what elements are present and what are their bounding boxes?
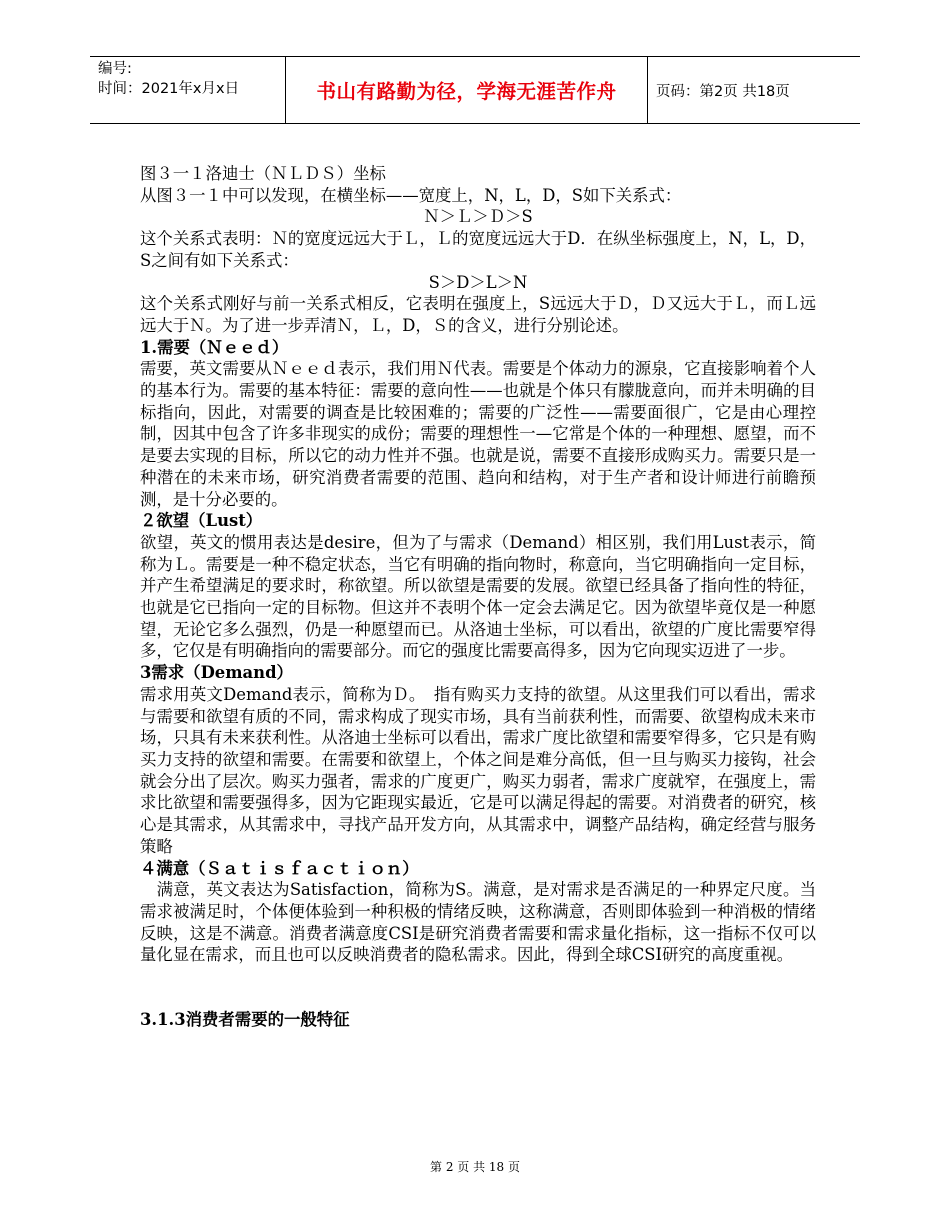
paragraph-lust: 欲望，英文的惯用表达是desire，但为了与需求（Demand）相区别，我们用Lust表示，简称为Ｌ。需要是一种不稳定状态，当它有明确的指向物时，称意向，当它明确指向一定目标，并产生希望满足的要求时，称欲望。所以欲望是需要的发展。欲望已经具备了指向性的特征，也就是它已指向一定的目标物。但这并不表明个体一定会去满足它。因为欲望毕竟仅是一种愿望，无论它多么强烈，仍是一种愿望而已。从洛迪士坐标，可以看出，欲望的广度比需要窄得多，它仅是有明确指向的需要部分。而它的强度比需要高得多，因为它向现实迈进了一步。 xyxy=(140,532,816,661)
heading-lust: ２欲望（Lust） xyxy=(140,511,263,531)
page-header xyxy=(90,56,860,124)
document-date: 时间：2021年x月x日 xyxy=(98,81,240,97)
figure-caption: 图３一１洛迪士（ＮＬＤＳ）坐标 xyxy=(140,164,386,183)
relation-width: Ｎ＞Ｌ＞Ｄ＞S xyxy=(423,207,533,227)
document-number-label: 编号: xyxy=(98,61,132,77)
spacer xyxy=(140,966,816,1009)
header-motto: 书山有路勤为径，学海无涯苦作舟 xyxy=(286,57,648,123)
paragraph-satisfaction: 满意，英文表达为Satisfaction，简称为S。满意，是对需求是否满足的一种界定尺度。当需求被满足时，个体便体验到一种积极的情绪反映，这称满意，否则即体验到一种消极的情绪反映，这是不满意。消费者满意度CSI是研究消费者需要和需求量化指标，这一指标不仅可以量化显在需求，而且也可以反映消费者的隐私需求。因此，得到全球CSI研究的高度重视。 xyxy=(140,880,816,965)
intro-paragraph: 从图３一１中可以发现，在横坐标——宽度上，N，L，D，S如下关系式： xyxy=(140,185,682,205)
heading-satisfaction: ４满意（Ｓａｔｉｓｆａｃｔｉｏｎ） xyxy=(140,858,419,878)
heading-need: 1.需要（Ｎｅｅｄ） xyxy=(140,337,289,357)
heading-demand: 3需求（Demand） xyxy=(140,663,293,683)
header-meta xyxy=(90,57,286,123)
header-page-info: 页码：第2页 共18页 xyxy=(656,83,790,100)
paragraph-need: 需要，英文需要从Ｎｅｅｄ表示，我们用Ｎ代表。需要是个体动力的源泉，它直接影响着个人的基本行为。需要的基本特征：需要的意向性——也就是个体只有朦胧意向，而并未明确的目标指向，因此，对需要的调查是比较困难的；需要的广泛性——需要面很广，它是由心理控制，因其中包含了许多非现实的成份；需要的理想性一—它常是个体的一种理想、愿望，而不是要去实现的目标，所以它的动力性并不强。也就是说，需要不直接形成购买力。需要只是一种潜在的未来市场，研究消费者需要的范围、趋向和结构，对于生产者和设计师进行前瞻预测，是十分必要的。 xyxy=(140,359,816,509)
section-heading: 3.1.3消费者需要的一般特征 xyxy=(140,1010,350,1030)
relation-width-explanation: 这个关系式表明：Ｎ的宽度远远大于Ｌ，Ｌ的宽度远远大于D．在纵坐标强度上，N，L，D，S之间有如下关系式： xyxy=(140,229,816,270)
relation-strength: S＞D＞L＞N xyxy=(428,272,528,292)
document-body xyxy=(140,163,816,1031)
relation-strength-explanation: 这个关系式刚好与前一关系式相反，它表明在强度上，S远远大于Ｄ，Ｄ又远大于Ｌ，而Ｌ远远大于Ｎ。为了进一步弄清Ｎ，Ｌ，D，Ｓ的含义，进行分别论述。 xyxy=(140,294,816,335)
page-footer: 第 2 页 共 18 页 xyxy=(430,1160,520,1174)
paragraph-demand: 需求用英文Demand表示，简称为Ｄ。 指有购买力支持的欲望。从这里我们可以看出，需求与需要和欲望有质的不同，需求构成了现实市场，具有当前获利性，而需要、欲望构成未来市场，只具有未来获利性。从洛迪士坐标可以看出，需求广度比欲望和需要窄得多，它只是有购买力支持的欲望和需要。在需要和欲望上，个体之间是难分高低，但一旦与购买力接钩，社会就会分出了层次。购买力强者，需求的广度更广，购买力弱者，需求广度就窄，在强度上，需求比欲望和需要强得多，因为它距现实最近，它是可以满足得起的需要。对消费者的研究，核心是其需求，从其需求中，寻找产品开发方向，从其需求中，调整产品结构，确定经营与服务策略 xyxy=(140,684,816,856)
